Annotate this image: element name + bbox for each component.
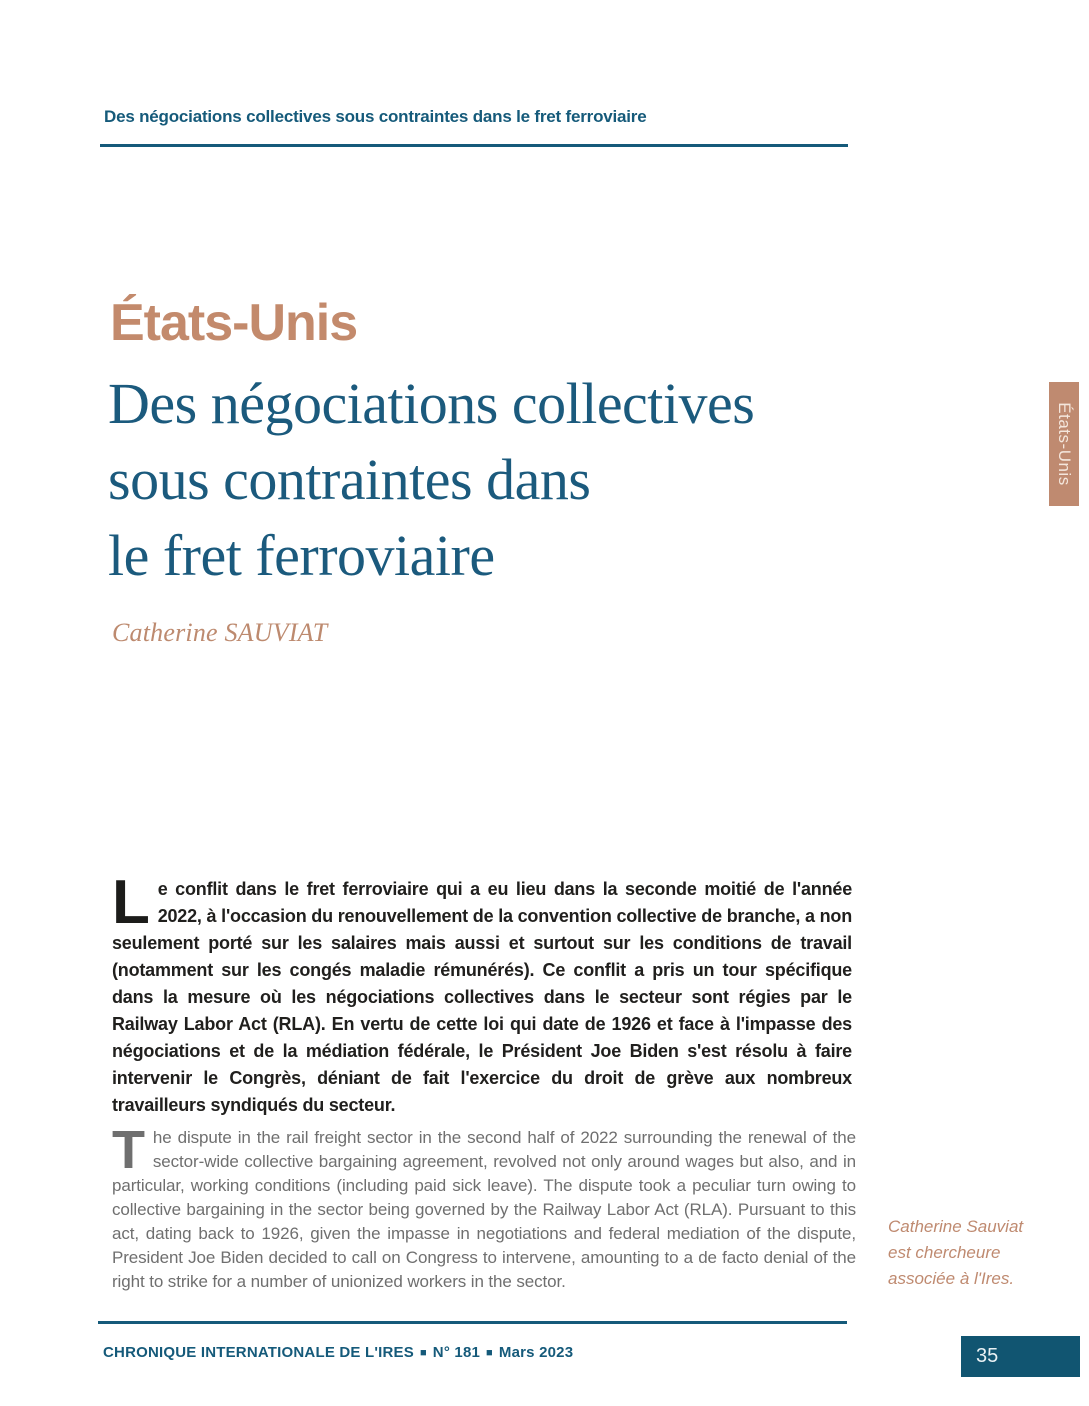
header-rule bbox=[100, 144, 848, 147]
footer-rule bbox=[98, 1321, 847, 1324]
footer-issue: N° 181 bbox=[432, 1344, 481, 1361]
author-name: Catherine SAUVIAT bbox=[112, 618, 328, 647]
footer-journal-line bbox=[103, 1344, 573, 1361]
section-tab bbox=[1049, 382, 1079, 506]
article-title-line2: sous contraintes dans bbox=[108, 447, 591, 512]
dropcap-french: L bbox=[112, 868, 150, 937]
page-number-box bbox=[961, 1336, 1080, 1377]
country-kicker: États-Unis bbox=[110, 294, 358, 352]
footer-date: Mars 2023 bbox=[498, 1344, 574, 1361]
article-title-line1: Des négociations collectives bbox=[108, 371, 755, 436]
footer-separator-icon: ■ bbox=[419, 1347, 427, 1359]
abstract-french-text: e conflit dans le fret ferroviaire qui a eu lieu dans la seconde moitié de l'année 2022, à l'occasion du renouvellement de la convention collective de branche, a non seulement porté sur les salaires mais aussi et surtout sur les conditions de travail (notamment sur les congés maladie rémunérés). Ce conflit a pris un tour spécifique dans la mesure où les négociations collectives dans le secteur sont régies par le Railway Labor Act (RLA). En vertu de cette loi qui date de 1926 et face à l'impasse des négociations et de la médiation fédérale, le Président Joe Biden s'est résolu à faire intervenir le Congrès, déniant de fait l'exercice du droit de grève aux nombreux travailleurs syndiqués du secteur. bbox=[112, 879, 852, 1115]
article-title bbox=[108, 366, 868, 594]
author-margin-note: Catherine Sauviat est chercheure associée à l'Ires. bbox=[888, 1217, 1024, 1288]
abstract-english bbox=[112, 1120, 856, 1294]
dropcap-english: T bbox=[112, 1120, 145, 1180]
page-number: 35 bbox=[976, 1345, 999, 1367]
running-header: Des négociations collectives sous contraintes dans le fret ferroviaire bbox=[104, 107, 647, 126]
footer-separator-icon: ■ bbox=[486, 1347, 493, 1359]
footer-journal-title: CHRONIQUE INTERNATIONALE DE L'IRES bbox=[103, 1344, 414, 1361]
abstract-french bbox=[112, 868, 852, 1119]
abstract-english-text: he dispute in the rail freight sector in the second half of 2022 surrounding the renewal of the sector-wide collective bargaining agreement, revolved not only around wages but also, and in particular, working conditions (including paid sick leave). The dispute took a peculiar turn owing to collective bargaining in the sector being governed by the Railway Labor Act (RLA). Pursuant to this act, dating back to 1926, given the impasse in negotiations and federal mediation of the dispute, President Joe Biden decided to call on Congress to intervene, amounting to a de facto denial of the right to strike for a number of unionized workers in the sector. bbox=[112, 1128, 856, 1291]
section-tab-label: États-Unis bbox=[1055, 402, 1074, 486]
article-title-line3: le fret ferroviaire bbox=[108, 523, 495, 588]
